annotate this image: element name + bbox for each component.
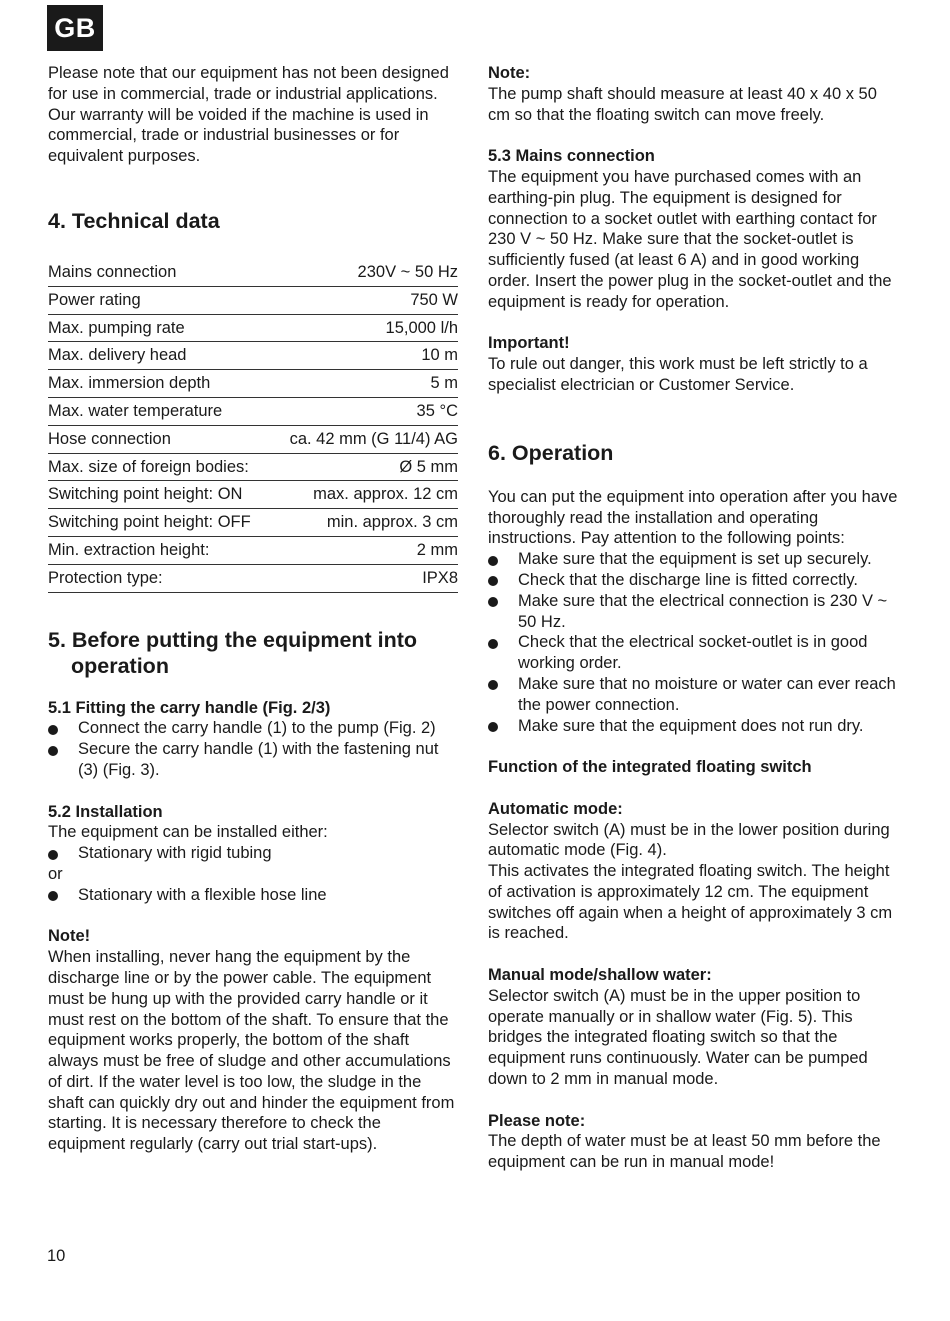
table-row bbox=[48, 564, 458, 592]
spec-label: Max. pumping rate bbox=[48, 314, 272, 342]
spec-label: Power rating bbox=[48, 286, 272, 314]
note-title: Note! bbox=[48, 927, 91, 946]
table-row bbox=[48, 286, 458, 314]
operation-checklist bbox=[488, 549, 900, 736]
important-title: Important! bbox=[488, 334, 570, 353]
spec-value: IPX8 bbox=[272, 564, 458, 592]
list-item: Stationary with rigid tubing bbox=[48, 843, 458, 864]
spec-label: Max. delivery head bbox=[48, 342, 272, 370]
spec-label: Max. water temperature bbox=[48, 397, 272, 425]
spec-value: 5 m bbox=[272, 370, 458, 398]
spec-label: Min. extraction height: bbox=[48, 536, 272, 564]
section-6-intro: You can put the equipment into operation after you have thoroughly read the installation and operating instructions. Pay attention to the following points: bbox=[488, 487, 898, 548]
page-number: 10 bbox=[47, 1247, 66, 1265]
section-5-2-intro: The equipment can be installed either: bbox=[48, 823, 328, 842]
installation-option-1 bbox=[48, 843, 458, 864]
spec-value: min. approx. 3 cm bbox=[272, 509, 458, 537]
floating-switch-title: Function of the integrated floating switch bbox=[488, 758, 812, 777]
or-text: or bbox=[48, 864, 63, 883]
spec-value: max. approx. 12 cm bbox=[272, 481, 458, 509]
installation-option-2 bbox=[48, 885, 458, 906]
spec-value: 35 °C bbox=[272, 397, 458, 425]
spec-value: 15,000 l/h bbox=[272, 314, 458, 342]
shaft-note-text: The pump shaft should measure at least 40 x 40 x 50 cm so that the floating switch can move freely. bbox=[488, 84, 877, 124]
table-row bbox=[48, 425, 458, 453]
spec-value: Ø 5 mm bbox=[272, 453, 458, 481]
list-item: Make sure that the equipment does not run dry. bbox=[488, 716, 900, 737]
left-column bbox=[48, 63, 458, 1155]
list-item: Make sure that no moisture or water can ever reach the power connection. bbox=[488, 674, 900, 716]
automatic-mode-text-1: Selector switch (A) must be in the lower position during automatic mode (Fig. 4). bbox=[488, 820, 890, 860]
list-item: Check that the electrical socket-outlet is in good working order. bbox=[488, 632, 900, 674]
table-row bbox=[48, 314, 458, 342]
automatic-mode-text-2: This activates the integrated floating switch. The height of activation is approximately 12 cm. The equipment switches off again when a height of approximately 3 cm is reached. bbox=[488, 862, 893, 943]
spec-label: Switching point height: OFF bbox=[48, 509, 272, 537]
section-4-title: 4. Technical data bbox=[48, 208, 220, 233]
please-note-title: Please note: bbox=[488, 1111, 586, 1130]
shaft-note-title: Note: bbox=[488, 64, 531, 82]
list-item: Make sure that the electrical connection is 230 V ~ 50 Hz. bbox=[488, 591, 900, 633]
manual-mode-title: Manual mode/shallow water: bbox=[488, 966, 712, 985]
note-text: When installing, never hang the equipment by the discharge line or by the power cable. The equipment must be hung up with the provided carry handle or it must rest on the bottom of the shaft. To ensure that the equipment works properly, the bottom of the shaft always must be free of sludge and other accumulations of dirt. If the water level is too low, the sludge in the shaft can quickly dry out and hinder the equipment from starting. It is necessary therefore to check the equipment regularly (carry out trial start-ups). bbox=[48, 948, 455, 1154]
list-item: Check that the discharge line is fitted correctly. bbox=[488, 570, 900, 591]
spec-label: Max. size of foreign bodies: bbox=[48, 453, 272, 481]
please-note-text: The depth of water must be at least 50 mm before the equipment can be run in manual mode! bbox=[488, 1132, 881, 1172]
section-5-2-title: 5.2 Installation bbox=[48, 802, 163, 821]
section-5-1-title: 5.1 Fitting the carry handle (Fig. 2/3) bbox=[48, 698, 331, 717]
list-item: Make sure that the equipment is set up securely. bbox=[488, 549, 900, 570]
section-5-1-list bbox=[48, 718, 458, 780]
intro-paragraph: Please note that our equipment has not been designed for use in commercial, trade or industrial applications. Our warranty will be voided if the machine is used in commercial, trade or industrial businesses or for equivalent purposes. bbox=[48, 64, 449, 166]
section-6-title: 6. Operation bbox=[488, 440, 614, 465]
list-item: Secure the carry handle (1) with the fastening nut (3) (Fig. 3). bbox=[48, 739, 458, 781]
table-row bbox=[48, 509, 458, 537]
table-row bbox=[48, 397, 458, 425]
language-badge: GB bbox=[47, 5, 103, 51]
table-row bbox=[48, 259, 458, 286]
spec-value: 230V ~ 50 Hz bbox=[272, 259, 458, 286]
section-5-title: 5. Before putting the equipment into operation bbox=[48, 627, 418, 678]
spec-value: 10 m bbox=[272, 342, 458, 370]
manual-mode-text: Selector switch (A) must be in the upper position to operate manually or in shallow water (Fig. 5). This bridges the integrated floating switch so that the equipment runs continuously. Water can be pumped down to 2 mm in manual mode. bbox=[488, 986, 868, 1089]
table-row bbox=[48, 481, 458, 509]
spec-value: ca. 42 mm (G 11/4) AG bbox=[272, 425, 458, 453]
important-text: To rule out danger, this work must be left strictly to a specialist electrician or Customer Service. bbox=[488, 355, 868, 394]
table-row bbox=[48, 453, 458, 481]
table-row bbox=[48, 536, 458, 564]
table-row bbox=[48, 342, 458, 370]
technical-data-table bbox=[48, 259, 458, 593]
list-item: Stationary with a flexible hose line bbox=[48, 885, 458, 906]
spec-value: 750 W bbox=[272, 286, 458, 314]
spec-label: Switching point height: ON bbox=[48, 481, 272, 509]
right-column bbox=[488, 63, 900, 1173]
automatic-mode-title: Automatic mode: bbox=[488, 799, 623, 818]
table-row bbox=[48, 370, 458, 398]
section-5-3-text: The equipment you have purchased comes with an earthing-pin plug. The equipment is designed for connection to a socket outlet with earthing contact for 230 V ~ 50 Hz. Make sure that the socket-outlet is sufficiently fused (at least 6 A) and in good working order. Insert the power plug in the socket-outlet and the equipment is ready for operation. bbox=[488, 167, 892, 311]
spec-label: Protection type: bbox=[48, 564, 272, 592]
spec-value: 2 mm bbox=[272, 536, 458, 564]
spec-label: Hose connection bbox=[48, 425, 272, 453]
section-5-3-title: 5.3 Mains connection bbox=[488, 147, 655, 166]
spec-label: Max. immersion depth bbox=[48, 370, 272, 398]
list-item: Connect the carry handle (1) to the pump (Fig. 2) bbox=[48, 718, 458, 739]
spec-label: Mains connection bbox=[48, 259, 272, 286]
